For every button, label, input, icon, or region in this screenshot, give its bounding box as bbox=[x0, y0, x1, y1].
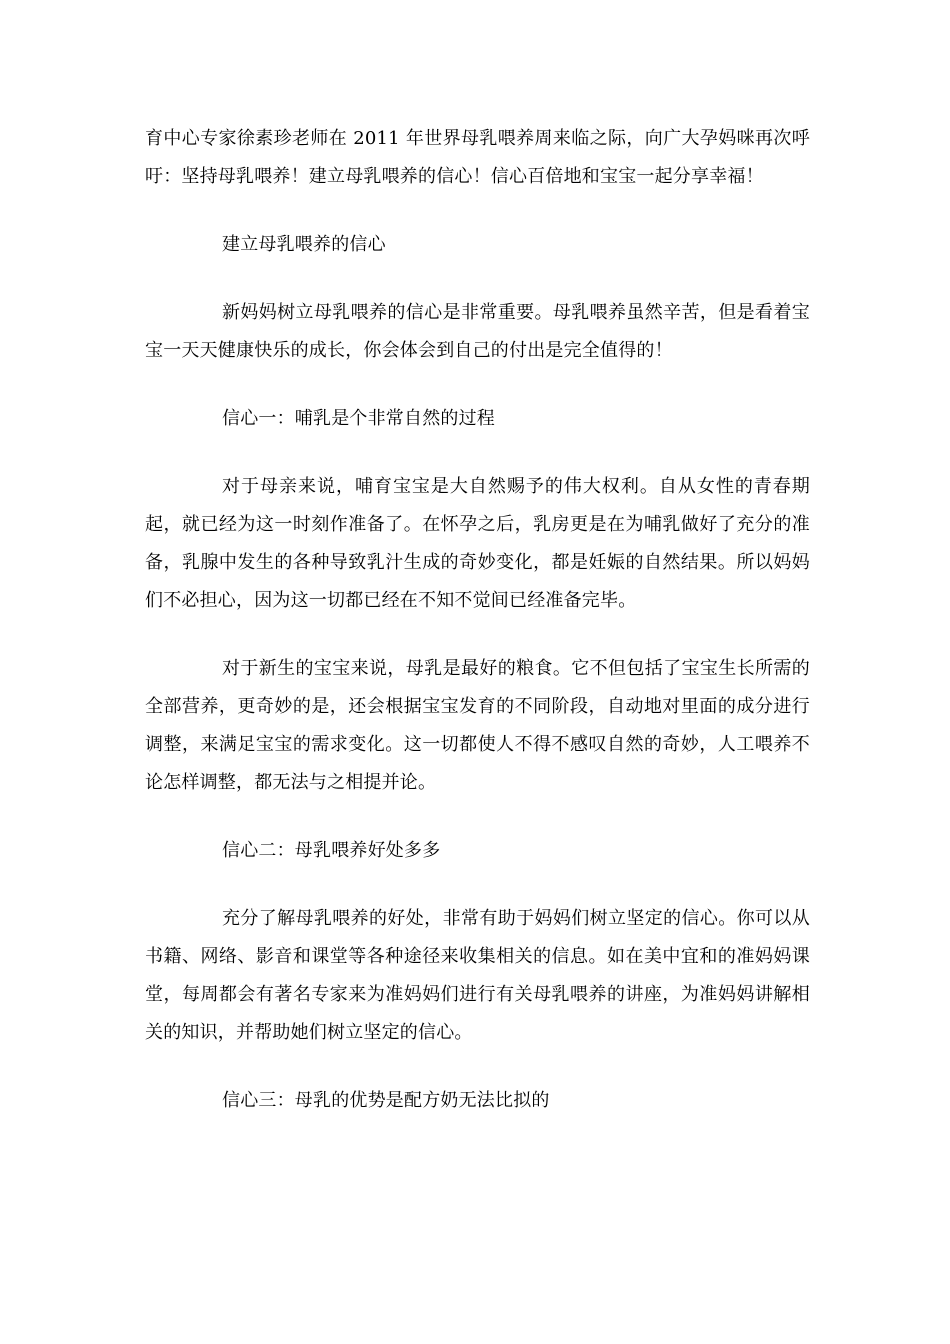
paragraph-best-food: 对于新生的宝宝来说，母乳是最好的粮食。它不但包括了宝宝生长所需的全部营养，更奇妙的是，还会根据宝宝发育的不同阶段，自动地对里面的成分进行调整，来满足宝宝的需求变化。这一切都使人不得不感叹自然的奇妙，人工喂养不论怎样调整，都无法与之相提并论。 bbox=[145, 658, 810, 793]
paragraph-natural-process: 对于母亲来说，哺育宝宝是大自然赐予的伟大权利。自从女性的青春期起，就已经为这一时刻作准备了。在怀孕之后，乳房更是在为哺乳做好了充分的准备，乳腺中发生的各种导致乳汁生成的奇妙变化，都是妊娠的自然结果。所以妈妈们不必担心，因为这一切都已经在不知不觉间已经准备完毕。 bbox=[145, 476, 810, 611]
section-heading-confidence-one: 信心一：哺乳是个非常自然的过程 bbox=[222, 408, 495, 429]
document-body bbox=[145, 120, 810, 1150]
section-heading-confidence-three: 信心三：母乳的优势是配方奶无法比拟的 bbox=[222, 1090, 550, 1111]
section-heading-confidence-two: 信心二：母乳喂养好处多多 bbox=[222, 840, 441, 861]
paragraph-intro-continuation: 育中心专家徐素珍老师在 2011 年世界母乳喂养周来临之际，向广大孕妈咪再次呼吁：坚持母乳喂养！建立母乳喂养的信心！信心百倍地和宝宝一起分享幸福！ bbox=[145, 128, 810, 187]
section-heading-confidence: 建立母乳喂养的信心 bbox=[222, 234, 386, 255]
paragraph-confidence-importance: 新妈妈树立母乳喂养的信心是非常重要。母乳喂养虽然辛苦，但是看着宝宝一天天健康快乐的成长，你会体会到自己的付出是完全值得的！ bbox=[145, 302, 810, 361]
paragraph-benefits: 充分了解母乳喂养的好处，非常有助于妈妈们树立坚定的信心。你可以从书籍、网络、影音和课堂等各种途径来收集相关的信息。如在美中宜和的准妈妈课堂，每周都会有著名专家来为准妈妈们进行有关母乳喂养的讲座，为准妈妈讲解相关的知识，并帮助她们树立坚定的信心。 bbox=[145, 908, 810, 1043]
